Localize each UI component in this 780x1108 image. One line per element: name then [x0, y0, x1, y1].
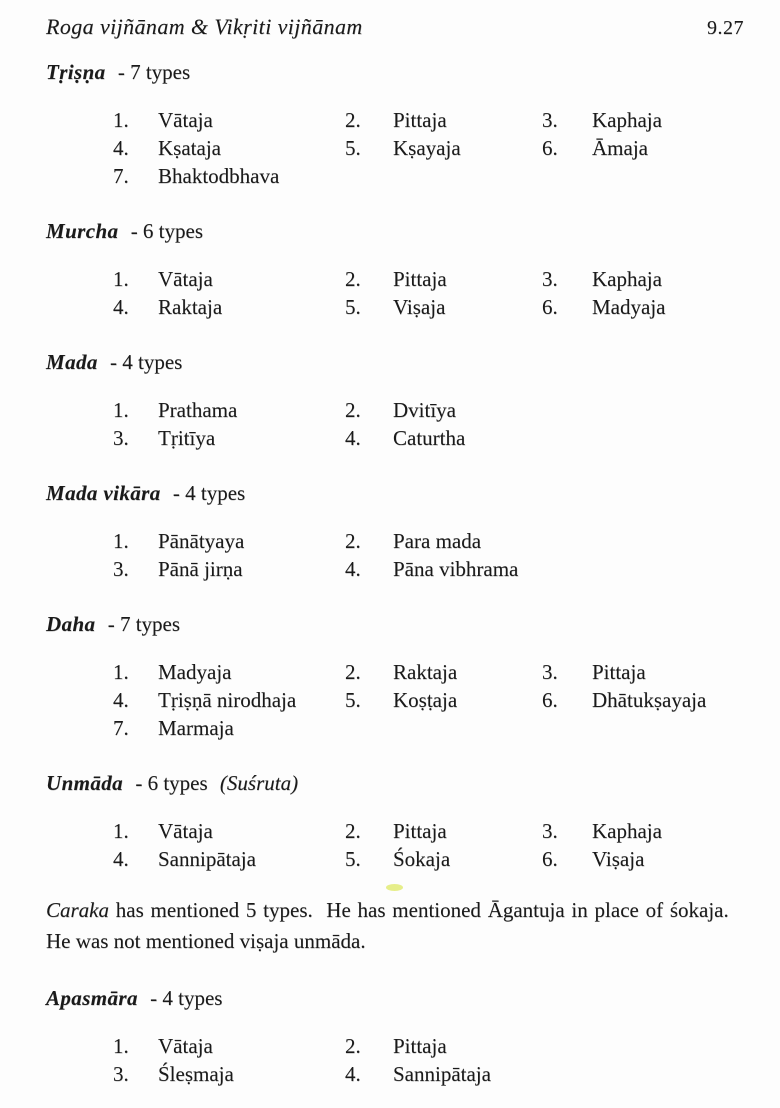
- list-item-label: Pānātyaya: [158, 529, 245, 553]
- list-item-label: Koṣṭaja: [393, 688, 458, 712]
- list-item-number: 6.: [542, 136, 558, 160]
- list-item-label: Pittaja: [393, 108, 447, 132]
- list-item-label: Pānā jirṇa: [158, 557, 243, 581]
- list-item-label: Caturtha: [393, 426, 466, 450]
- list-item-number: 3.: [542, 660, 558, 684]
- list-item-label: Vātaja: [158, 819, 213, 843]
- section-murcha: [46, 217, 744, 321]
- section-heading-rest: - 4 types: [150, 986, 223, 1010]
- type-list: [113, 396, 744, 452]
- paragraph-lead-term: Caraka: [46, 898, 109, 922]
- list-item-label: Āmaja: [592, 136, 648, 160]
- list-item-label: Dhātukṣayaja: [592, 688, 707, 712]
- list-item-number: 2.: [345, 1034, 361, 1058]
- list-item-label: Pittaja: [393, 267, 447, 291]
- list-item-label: Kṣayaja: [393, 136, 461, 160]
- type-list: [113, 106, 744, 190]
- list-item-label: Madyaja: [592, 295, 666, 319]
- section-heading-rest: - 7 types: [107, 612, 181, 636]
- list-item-label: Śokaja: [393, 847, 451, 871]
- list-item-number: 3.: [113, 557, 129, 581]
- list-item-label: Prathama: [158, 398, 238, 422]
- paragraph-text: has mentioned 5 types. He has mentioned Āgantuja in place of śokaja. He was not mentioned viṣaja unmāda.: [46, 898, 734, 953]
- section-term: Apasmāra: [46, 986, 138, 1010]
- section-term: Mada vikāra: [46, 481, 161, 505]
- section-apasmara: [46, 984, 744, 1088]
- list-item-label: Sannipātaja: [393, 1062, 491, 1086]
- section-heading: [46, 348, 744, 376]
- list-item-number: 4.: [113, 136, 129, 160]
- section-heading-note: (Suśruta): [219, 771, 299, 795]
- list-item-number: 7.: [113, 716, 129, 740]
- list-item-label: Bhaktodbhava: [158, 164, 280, 188]
- section-heading-rest: - 7 types: [117, 60, 191, 84]
- list-item-label: Raktaja: [158, 295, 223, 319]
- section-daha: [46, 610, 744, 742]
- caraka-note-paragraph: [46, 895, 734, 957]
- page-header: [46, 14, 744, 40]
- list-item-number: 5.: [345, 688, 361, 712]
- section-heading: [46, 984, 744, 1012]
- list-item-label: Pittaja: [393, 819, 447, 843]
- section-unmada: [46, 769, 744, 873]
- section-heading-rest: - 4 types: [110, 350, 183, 374]
- type-list: [113, 658, 744, 742]
- list-item-number: 5.: [345, 847, 361, 871]
- list-item-number: 2.: [345, 108, 361, 132]
- list-item-label: Kaphaja: [592, 267, 662, 291]
- section-term: Tṛiṣṇa: [46, 60, 106, 84]
- type-list: [113, 265, 744, 321]
- list-item-number: 7.: [113, 164, 129, 188]
- list-item-number: 6.: [542, 688, 558, 712]
- list-item-number: 1.: [113, 819, 129, 843]
- list-item-number: 4.: [345, 426, 361, 450]
- list-item-label: Kṣataja: [158, 136, 221, 160]
- list-item-number: 3.: [542, 108, 558, 132]
- section-heading: [46, 769, 744, 797]
- section-heading: [46, 610, 744, 638]
- list-item-number: 1.: [113, 398, 129, 422]
- list-item-label: Pittaja: [393, 1034, 447, 1058]
- list-item-label: Vātaja: [158, 108, 213, 132]
- list-item-number: 1.: [113, 1034, 129, 1058]
- list-item-label: Śleṣmaja: [158, 1062, 234, 1086]
- section-term: Murcha: [46, 219, 119, 243]
- list-item-label: Pāna vibhrama: [393, 557, 519, 581]
- list-item-number: 5.: [345, 295, 361, 319]
- highlight-mark: [386, 884, 403, 891]
- list-item-number: 2.: [345, 819, 361, 843]
- section-heading-rest: - 6 types: [130, 219, 204, 243]
- list-item-label: Viṣaja: [393, 295, 446, 319]
- list-item-label: Tṛiṣṇā nirodhaja: [158, 688, 297, 712]
- section-term: Unmāda: [46, 771, 124, 795]
- list-item-label: Vātaja: [158, 267, 213, 291]
- list-item-label: Vātaja: [158, 1034, 213, 1058]
- type-list: [113, 1032, 744, 1088]
- section-heading: [46, 479, 744, 507]
- list-item-number: 1.: [113, 267, 129, 291]
- list-item-label: Kaphaja: [592, 108, 662, 132]
- section-heading-rest: - 6 types: [135, 771, 208, 795]
- list-item-label: Marmaja: [158, 716, 234, 740]
- section-term: Daha: [46, 612, 96, 636]
- list-item-number: 4.: [113, 847, 129, 871]
- section-mada-vikara: [46, 479, 744, 583]
- list-item-number: 3.: [113, 1062, 129, 1086]
- page-number: 9.27: [707, 17, 744, 39]
- list-item-number: 1.: [113, 660, 129, 684]
- list-item-number: 4.: [113, 295, 129, 319]
- list-item-label: Dvitīya: [393, 398, 456, 422]
- list-item-number: 3.: [542, 267, 558, 291]
- type-list: [113, 817, 744, 873]
- list-item-label: Madyaja: [158, 660, 232, 684]
- list-item-label: Kaphaja: [592, 819, 662, 843]
- list-item-number: 6.: [542, 295, 558, 319]
- section-trisna: [46, 58, 744, 190]
- list-item-number: 2.: [345, 529, 361, 553]
- list-item-number: 4.: [345, 1062, 361, 1086]
- section-term: Mada: [46, 350, 98, 374]
- running-title: Roga vijñānam & Vikṛiti vijñānam: [46, 14, 363, 39]
- list-item-label: Raktaja: [393, 660, 458, 684]
- section-heading-rest: - 4 types: [172, 481, 246, 505]
- list-item-label: Para mada: [393, 529, 482, 553]
- list-item-number: 4.: [345, 557, 361, 581]
- list-item-number: 6.: [542, 847, 558, 871]
- list-item-label: Sannipātaja: [158, 847, 256, 871]
- list-item-label: Pittaja: [592, 660, 646, 684]
- section-mada: [46, 348, 744, 452]
- list-item-label: Viṣaja: [592, 847, 645, 871]
- list-item-number: 3.: [113, 426, 129, 450]
- list-item-number: 1.: [113, 529, 129, 553]
- section-heading: [46, 217, 744, 245]
- list-item-number: 2.: [345, 660, 361, 684]
- list-item-number: 4.: [113, 688, 129, 712]
- list-item-number: 5.: [345, 136, 361, 160]
- list-item-label: Tṛitīya: [158, 426, 216, 450]
- list-item-number: 2.: [345, 267, 361, 291]
- section-heading: [46, 58, 744, 86]
- list-item-number: 3.: [542, 819, 558, 843]
- list-item-number: 2.: [345, 398, 361, 422]
- type-list: [113, 527, 744, 583]
- list-item-number: 1.: [113, 108, 129, 132]
